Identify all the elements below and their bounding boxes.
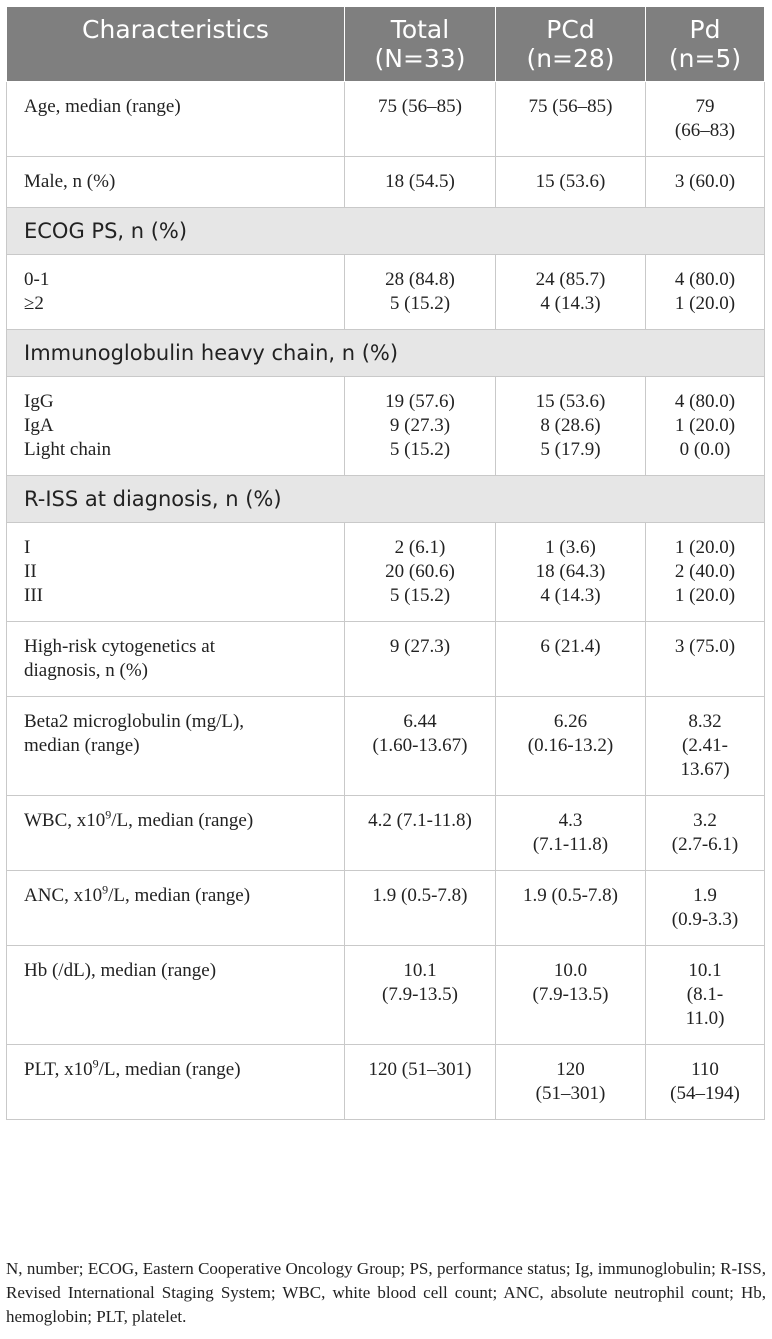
- header-pcd: [496, 7, 646, 82]
- label-text: /L, median (range): [98, 1059, 241, 1080]
- cell-line: 1 (20.0): [674, 415, 736, 436]
- cell-total: 4.2 (7.1-11.8): [345, 796, 496, 871]
- cell-line: 15 (53.6): [535, 391, 606, 412]
- row-label: Male, n (%): [7, 157, 345, 208]
- cell-line: 110: [691, 1059, 719, 1080]
- cell-line: (0.9-3.3): [671, 909, 739, 930]
- cell-line: 10.1: [403, 960, 437, 981]
- cell-pcd: [496, 946, 646, 1045]
- header-total-line: Total: [390, 15, 450, 44]
- cell-line: 1 (20.0): [674, 293, 736, 314]
- label-text: /L, median (range): [111, 810, 254, 831]
- cell-line: 1 (20.0): [674, 585, 736, 606]
- cell-line: I: [24, 537, 31, 558]
- cell-line: Light chain: [24, 439, 112, 460]
- header-pcd-line: PCd: [546, 15, 595, 44]
- header-total: [345, 7, 496, 82]
- label-text: WBC, x10: [24, 810, 106, 831]
- row-label: [7, 255, 345, 330]
- cell-line: 1 (20.0): [674, 537, 736, 558]
- cell-line: 24 (85.7): [535, 269, 606, 290]
- cell-line: (8.1-: [686, 984, 724, 1005]
- cell-line: High-risk cytogenetics at: [24, 636, 216, 657]
- cell-line: 0 (0.0): [679, 439, 731, 460]
- section-title: R-ISS at diagnosis, n (%): [7, 476, 765, 523]
- cell-pcd: [496, 523, 646, 622]
- cell-line: 20 (60.6): [385, 561, 455, 582]
- cell-line: 10.0: [553, 960, 588, 981]
- cell-line: IgG: [24, 391, 54, 412]
- cell-line: median (range): [24, 735, 140, 756]
- row-label: Age, median (range): [7, 82, 345, 157]
- header-total-line: (N=33): [374, 44, 466, 73]
- cell-total: [345, 377, 496, 476]
- label-text: PLT, x10: [24, 1059, 93, 1080]
- cell-line: 4 (14.3): [540, 293, 601, 314]
- cell-line: 4.3: [558, 810, 583, 831]
- cell-pd: [646, 697, 765, 796]
- cell-line: 5 (15.2): [389, 439, 451, 460]
- cell-total: 18 (54.5): [345, 157, 496, 208]
- section-riss: [7, 476, 765, 523]
- cell-pd: [646, 946, 765, 1045]
- row-label: [7, 1045, 345, 1120]
- cell-line: Beta2 microglobulin (mg/L),: [24, 711, 245, 732]
- cell-pd: [646, 523, 765, 622]
- cell-line: (2.41-: [682, 735, 728, 756]
- cell-line: (1.60-13.67): [372, 735, 468, 756]
- cell-line: 4 (14.3): [540, 585, 601, 606]
- row-label: Hb (/dL), median (range): [7, 946, 345, 1045]
- cell-total: 9 (27.3): [345, 622, 496, 697]
- cell-pcd: [496, 796, 646, 871]
- cell-total: [345, 946, 496, 1045]
- cell-total: 1.9 (0.5-7.8): [345, 871, 496, 946]
- row-age: [7, 82, 765, 157]
- row-wbc: [7, 796, 765, 871]
- cell-line: III: [24, 585, 43, 606]
- characteristics-table-container: [6, 6, 764, 1120]
- cell-line: 6.26: [553, 711, 588, 732]
- cell-line: (7.9-13.5): [532, 984, 609, 1005]
- characteristics-table: [6, 6, 765, 1120]
- cell-line: (0.16-13.2): [527, 735, 614, 756]
- cell-line: 2 (40.0): [674, 561, 736, 582]
- cell-line: 10.1: [688, 960, 722, 981]
- header-pd: [646, 7, 765, 82]
- cell-pd: 3 (75.0): [646, 622, 765, 697]
- cell-pcd: [496, 377, 646, 476]
- cell-line: 5 (15.2): [389, 293, 451, 314]
- header-characteristics: Characteristics: [7, 7, 345, 82]
- cell-line: 4 (80.0): [674, 269, 736, 290]
- cell-line: 28 (84.8): [385, 269, 455, 290]
- cell-total: [345, 255, 496, 330]
- cell-pd: [646, 377, 765, 476]
- cell-line: 79: [695, 96, 715, 117]
- cell-pcd: 6 (21.4): [496, 622, 646, 697]
- cell-pcd: 75 (56–85): [496, 82, 646, 157]
- section-ecog: [7, 208, 765, 255]
- cell-line: 1 (3.6): [545, 537, 596, 558]
- row-label: [7, 523, 345, 622]
- label-superscript: 9: [105, 807, 112, 822]
- cell-pd: [646, 82, 765, 157]
- cell-line: 8 (28.6): [540, 415, 601, 436]
- cell-line: 19 (57.6): [385, 391, 455, 412]
- cell-pd: 3 (60.0): [646, 157, 765, 208]
- cell-line: (51–301): [535, 1083, 606, 1104]
- cell-line: 6.44: [403, 711, 437, 732]
- cell-line: 5 (17.9): [540, 439, 601, 460]
- cell-line: ≥2: [24, 293, 44, 314]
- row-plt: [7, 1045, 765, 1120]
- row-anc: [7, 871, 765, 946]
- cell-line: II: [24, 561, 37, 582]
- cell-line: diagnosis, n (%): [24, 660, 149, 681]
- cell-line: (7.9-13.5): [382, 984, 458, 1005]
- cell-pcd: [496, 1045, 646, 1120]
- cell-pd: [646, 796, 765, 871]
- cell-line: (7.1-11.8): [532, 834, 609, 855]
- cell-line: 11.0): [685, 1008, 725, 1029]
- row-ig: [7, 377, 765, 476]
- header-pcd-line: (n=28): [526, 44, 615, 73]
- cell-pcd: 15 (53.6): [496, 157, 646, 208]
- label-superscript: 9: [102, 882, 109, 897]
- row-beta2-microglobulin: [7, 697, 765, 796]
- cell-line: 9 (27.3): [389, 415, 451, 436]
- cell-total: 75 (56–85): [345, 82, 496, 157]
- header-pd-line: Pd: [689, 15, 721, 44]
- label-superscript: 9: [92, 1056, 99, 1071]
- row-male: [7, 157, 765, 208]
- cell-line: (66–83): [674, 120, 736, 141]
- cell-line: 13.67): [680, 759, 730, 780]
- row-label: [7, 697, 345, 796]
- cell-line: (54–194): [670, 1083, 740, 1104]
- row-label: [7, 377, 345, 476]
- cell-pcd: [496, 255, 646, 330]
- label-text: /L, median (range): [108, 885, 251, 906]
- section-title: Immunoglobulin heavy chain, n (%): [7, 330, 765, 377]
- row-label: [7, 622, 345, 697]
- cell-total: [345, 523, 496, 622]
- cell-line: 8.32: [688, 711, 722, 732]
- cell-pd: [646, 871, 765, 946]
- cell-pcd: 1.9 (0.5-7.8): [496, 871, 646, 946]
- row-riss: [7, 523, 765, 622]
- table-footnote: N, number; ECOG, Eastern Cooperative Oncology Group; PS, performance status; Ig, immunoglobulin; R-ISS, Revised International Staging System; WBC, white blood cell count; ANC, absolute neutrophil count; Hb, hemoglobin; PLT, platelet.: [6, 1259, 766, 1326]
- cell-line: 2 (6.1): [394, 537, 446, 558]
- header-pd-line: (n=5): [668, 44, 742, 73]
- cell-line: 18 (64.3): [535, 561, 606, 582]
- cell-line: 4 (80.0): [674, 391, 736, 412]
- row-label: [7, 871, 345, 946]
- header-row: [7, 7, 765, 82]
- row-label: [7, 796, 345, 871]
- label-text: ANC, x10: [24, 885, 103, 906]
- cell-line: IgA: [24, 415, 54, 436]
- cell-line: 120: [556, 1059, 585, 1080]
- cell-line: 5 (15.2): [389, 585, 451, 606]
- cell-line: 0-1: [24, 269, 50, 290]
- cell-pd: [646, 255, 765, 330]
- row-cytogenetics: [7, 622, 765, 697]
- row-hb: [7, 946, 765, 1045]
- cell-total: [345, 697, 496, 796]
- cell-line: 1.9: [693, 885, 717, 906]
- cell-line: (2.7-6.1): [671, 834, 739, 855]
- cell-pcd: [496, 697, 646, 796]
- row-ecog: [7, 255, 765, 330]
- cell-line: 3.2: [693, 810, 717, 831]
- section-title: ECOG PS, n (%): [7, 208, 765, 255]
- section-ig: [7, 330, 765, 377]
- cell-pd: [646, 1045, 765, 1120]
- cell-total: 120 (51–301): [345, 1045, 496, 1120]
